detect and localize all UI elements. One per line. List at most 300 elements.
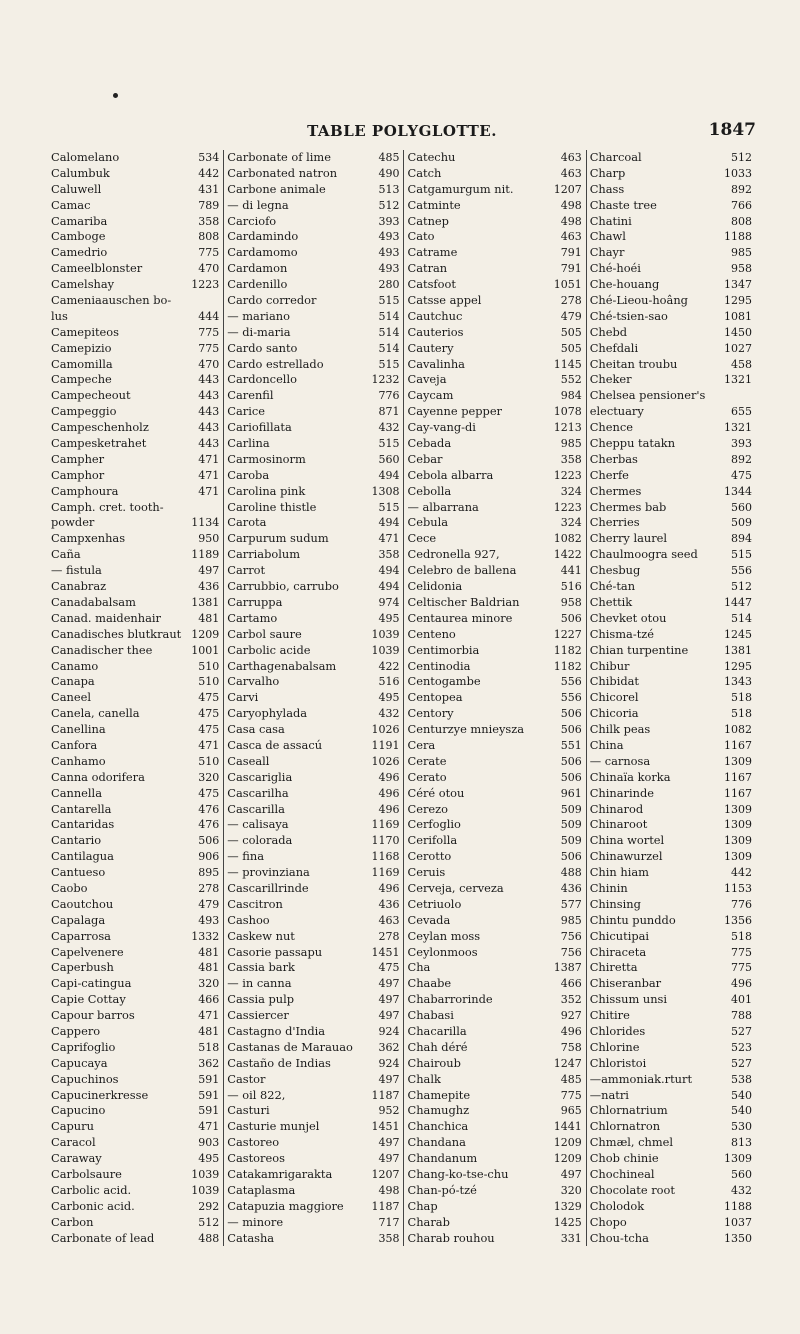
index-entry xyxy=(48,484,223,500)
entry-page: 1247 xyxy=(553,1056,582,1070)
entry-page: 475 xyxy=(731,468,752,482)
entry-term: Cheitan troubu xyxy=(589,356,678,371)
entry-page: 577 xyxy=(560,897,582,911)
index-entry xyxy=(404,786,585,802)
entry-page: 1309 xyxy=(724,818,752,832)
entry-term: Cascarilla xyxy=(227,801,285,816)
entry-term: Charab xyxy=(407,1214,450,1229)
entry-term: Cautery xyxy=(407,340,454,355)
entry-term: Capalaga xyxy=(51,912,106,927)
index-entry xyxy=(404,372,585,388)
index-entry xyxy=(404,690,585,706)
entry-page: 497 xyxy=(378,1072,400,1086)
entry-term: Celtischer Baldrian xyxy=(407,594,520,609)
entry-term: Cautchuc xyxy=(407,308,463,323)
index-entry xyxy=(404,468,585,484)
index-entry xyxy=(224,436,403,452)
index-entry xyxy=(224,817,403,833)
entry-page: 494 xyxy=(378,564,400,578)
entry-page: 479 xyxy=(198,897,220,911)
index-entry xyxy=(404,706,585,722)
index-entry xyxy=(587,929,756,945)
index-entry xyxy=(404,595,585,611)
entry-page: 591 xyxy=(198,1104,220,1118)
entry-page: 493 xyxy=(378,230,400,244)
entry-page: 1033 xyxy=(724,166,752,180)
index-entry xyxy=(587,770,756,786)
entry-term: Cardenillo xyxy=(227,277,288,292)
entry-term: Carpurum sudum xyxy=(227,531,329,546)
entry-term: Caracol xyxy=(51,1135,96,1150)
entry-page: 512 xyxy=(378,198,400,212)
index-entry xyxy=(587,579,756,595)
index-entry xyxy=(224,770,403,786)
index-entry xyxy=(587,372,756,388)
entry-term: Calomelano xyxy=(51,150,120,164)
entry-term: Centurzye mnieysza xyxy=(407,722,525,737)
entry-page: 1309 xyxy=(724,850,752,864)
entry-term: Cherfe xyxy=(589,467,629,482)
index-entry xyxy=(587,214,756,230)
index-entry xyxy=(404,1151,585,1167)
entry-term: Chibur xyxy=(589,658,630,673)
entry-term: Cato xyxy=(407,229,435,244)
index-entry xyxy=(48,706,223,722)
entry-page: 362 xyxy=(378,1040,400,1054)
entry-term: Cha xyxy=(407,960,431,975)
entry-term: Cassia bark xyxy=(227,960,295,975)
entry-page: 481 xyxy=(198,1024,220,1038)
index-entry xyxy=(587,341,756,357)
entry-page: 393 xyxy=(731,437,752,451)
entry-page: 278 xyxy=(378,929,400,943)
index-entry xyxy=(48,150,223,166)
index-column-2 xyxy=(224,150,404,1246)
index-entry xyxy=(48,833,223,849)
entry-page: 497 xyxy=(198,564,220,578)
index-entry xyxy=(224,1215,403,1231)
index-entry xyxy=(224,293,403,309)
entry-term: Canfora xyxy=(51,737,98,752)
entry-term: Cannella xyxy=(51,785,102,800)
index-entry xyxy=(224,452,403,468)
index-entry xyxy=(48,1167,223,1183)
index-entry xyxy=(48,563,223,579)
entry-page: 470 xyxy=(198,262,220,276)
index-entry xyxy=(587,674,756,690)
index-entry xyxy=(587,881,756,897)
index-entry xyxy=(48,1183,223,1199)
entry-term: Canadisches blutkraut xyxy=(51,626,182,641)
index-entry xyxy=(224,913,403,929)
index-entry xyxy=(404,754,585,770)
index-entry xyxy=(404,452,585,468)
entry-term: Carbolic acide xyxy=(227,642,311,657)
entry-page: 540 xyxy=(731,1104,752,1118)
index-entry xyxy=(404,738,585,754)
entry-term: Cashoo xyxy=(227,912,270,927)
entry-term: Chence xyxy=(589,420,633,435)
entry-term: Chabarrorinde xyxy=(407,992,493,1007)
entry-page: 485 xyxy=(378,151,400,164)
index-entry xyxy=(224,357,403,373)
index-entry xyxy=(587,547,756,563)
entry-page: 515 xyxy=(378,357,400,371)
index-entry xyxy=(224,1199,403,1215)
entry-term: Canadabalsam xyxy=(51,594,136,609)
entry-term: Chefdali xyxy=(589,340,639,355)
entry-page: 527 xyxy=(731,1056,752,1070)
entry-page: 892 xyxy=(731,452,752,466)
entry-term: Catran xyxy=(407,261,448,276)
entry-page: 556 xyxy=(560,675,582,689)
entry-term: Cevada xyxy=(407,912,451,927)
entry-page: 534 xyxy=(198,151,220,164)
entry-term: Charp xyxy=(589,165,626,180)
entry-page: 498 xyxy=(560,214,582,228)
entry-term: Chamughz xyxy=(407,1103,470,1118)
index-entry xyxy=(587,515,756,531)
entry-page: 463 xyxy=(560,151,582,164)
entry-term: — albarrana xyxy=(407,499,479,514)
entry-page: 481 xyxy=(198,611,220,625)
index-entry xyxy=(48,309,223,325)
entry-term: Cardamon xyxy=(227,261,288,276)
entry-term: Camphoura xyxy=(51,483,119,498)
index-entry xyxy=(224,500,403,516)
entry-page: 1167 xyxy=(724,786,752,800)
entry-term: Caroba xyxy=(227,467,270,482)
entry-page: 505 xyxy=(560,325,582,339)
index-entry xyxy=(404,1167,585,1183)
index-entry xyxy=(224,214,403,230)
entry-term: lus xyxy=(51,308,68,323)
index-entry xyxy=(587,913,756,929)
entry-page: 1309 xyxy=(724,754,752,768)
index-entry xyxy=(224,341,403,357)
entry-term: Campeche xyxy=(51,372,112,387)
entry-term: Castor xyxy=(227,1071,266,1086)
entry-page: 985 xyxy=(560,437,582,451)
index-entry xyxy=(48,897,223,913)
entry-term: Cantarella xyxy=(51,801,112,816)
entry-page: 1170 xyxy=(371,834,400,848)
index-entry xyxy=(48,452,223,468)
index-entry xyxy=(587,976,756,992)
entry-term: Cantueso xyxy=(51,865,106,880)
index-entry xyxy=(224,992,403,1008)
index-entry xyxy=(587,1167,756,1183)
entry-page: 540 xyxy=(731,1088,752,1102)
index-entry xyxy=(48,531,223,547)
index-entry xyxy=(48,372,223,388)
entry-term: Campesketrahet xyxy=(51,436,147,451)
index-entry xyxy=(224,245,403,261)
entry-term: Cardo santo xyxy=(227,340,298,355)
index-entry xyxy=(224,388,403,404)
entry-page: 1026 xyxy=(371,723,400,737)
index-entry xyxy=(587,1199,756,1215)
index-entry xyxy=(404,1040,585,1056)
entry-page: 496 xyxy=(378,881,400,895)
index-column-4 xyxy=(587,150,756,1246)
index-entry xyxy=(404,404,585,420)
index-entry xyxy=(404,913,585,929)
entry-page: 512 xyxy=(731,151,752,164)
entry-term: Cheker xyxy=(589,372,632,387)
index-entry xyxy=(404,341,585,357)
entry-page: 509 xyxy=(560,802,582,816)
entry-term: Chocolate root xyxy=(589,1182,675,1197)
entry-term: Carota xyxy=(227,515,267,530)
index-entry xyxy=(48,643,223,659)
index-entry xyxy=(404,182,585,198)
entry-term: Caparrosa xyxy=(51,928,111,943)
entry-page: 471 xyxy=(378,532,400,546)
index-entry xyxy=(587,754,756,770)
entry-term: Chinarinde xyxy=(589,785,654,800)
entry-term: Chesbug xyxy=(589,563,641,578)
entry-term: Cedronella 927, xyxy=(407,547,500,562)
entry-term: Chaste tree xyxy=(589,197,657,212)
entry-term: Chettik xyxy=(589,594,633,609)
index-entry xyxy=(404,325,585,341)
index-entry xyxy=(224,627,403,643)
entry-page: 1223 xyxy=(553,468,582,482)
index-entry xyxy=(48,404,223,420)
entry-page: 506 xyxy=(560,850,582,864)
entry-page: 497 xyxy=(378,1152,400,1166)
entry-term: Casca de assacú xyxy=(227,737,323,752)
entry-page: 775 xyxy=(198,341,220,355)
entry-page: 463 xyxy=(560,230,582,244)
entry-page: 1039 xyxy=(191,1183,220,1197)
entry-page: 1187 xyxy=(371,1199,400,1213)
entry-page: 278 xyxy=(198,881,220,895)
index-entry xyxy=(404,1119,585,1135)
entry-page: 436 xyxy=(198,580,220,594)
entry-page: 362 xyxy=(198,1056,220,1070)
entry-term: Canad. maidenhair xyxy=(51,610,161,625)
index-entry xyxy=(224,849,403,865)
entry-page: 924 xyxy=(378,1056,400,1070)
index-entry xyxy=(587,1040,756,1056)
entry-page: 1381 xyxy=(191,595,220,609)
index-entry xyxy=(224,166,403,182)
entry-term: Catrame xyxy=(407,245,458,260)
entry-page: 1039 xyxy=(371,643,400,657)
index-entry xyxy=(587,595,756,611)
entry-page: 1001 xyxy=(191,643,220,657)
index-entry xyxy=(587,420,756,436)
entry-term: Caluwell xyxy=(51,181,102,196)
entry-page: 444 xyxy=(198,309,220,323)
index-entry xyxy=(404,929,585,945)
entry-term: Chitire xyxy=(589,1008,630,1023)
entry-page: 1356 xyxy=(724,913,752,927)
entry-page: 1207 xyxy=(371,1168,400,1181)
entry-term: Ceylonmoos xyxy=(407,944,478,959)
entry-term: Cerveja, cerveza xyxy=(407,880,504,895)
index-entry xyxy=(587,468,756,484)
entry-page: 1189 xyxy=(191,548,220,562)
entry-page: 496 xyxy=(378,786,400,800)
index-entry xyxy=(587,198,756,214)
entry-term: Carlina xyxy=(227,436,270,451)
index-entry xyxy=(224,659,403,675)
index-entry xyxy=(224,325,403,341)
entry-page: 1167 xyxy=(724,738,752,752)
entry-page: 331 xyxy=(560,1231,582,1245)
index-entry xyxy=(404,881,585,897)
entry-page: 513 xyxy=(378,182,400,196)
entry-page: 320 xyxy=(198,770,220,784)
entry-term: Cataplasma xyxy=(227,1182,296,1197)
index-entry xyxy=(48,738,223,754)
entry-term: Cebada xyxy=(407,436,452,451)
entry-page: 278 xyxy=(560,294,582,308)
entry-page: 497 xyxy=(378,1009,400,1023)
entry-term: Chinin xyxy=(589,880,628,895)
index-entry xyxy=(48,325,223,341)
entry-page: 280 xyxy=(378,278,400,292)
entry-term: Cerate xyxy=(407,753,447,768)
entry-page: 791 xyxy=(560,246,582,260)
entry-term: Caseall xyxy=(227,753,270,768)
index-entry xyxy=(48,547,223,563)
index-entry xyxy=(48,229,223,245)
entry-term: Catakamrigarakta xyxy=(227,1167,333,1181)
index-entry xyxy=(48,913,223,929)
entry-page: 358 xyxy=(378,548,400,562)
entry-page: 789 xyxy=(198,198,220,212)
entry-term: Cavalinha xyxy=(407,356,465,371)
entry-page: 514 xyxy=(378,341,400,355)
entry-page: 514 xyxy=(378,309,400,323)
entry-term: Catasha xyxy=(227,1230,275,1245)
index-entry xyxy=(224,372,403,388)
entry-term: Cholodok xyxy=(589,1198,645,1213)
entry-term: Ché-tsien-sao xyxy=(589,308,668,323)
entry-term: Cerezo xyxy=(407,801,448,816)
index-entry xyxy=(587,293,756,309)
index-entry xyxy=(404,166,585,182)
entry-page: 1027 xyxy=(724,341,752,355)
entry-page: 515 xyxy=(731,548,752,562)
index-entry xyxy=(48,659,223,675)
entry-page: 924 xyxy=(378,1024,400,1038)
index-entry xyxy=(587,1103,756,1119)
entry-term: Cay-vang-di xyxy=(407,420,476,435)
entry-page: 871 xyxy=(378,405,400,419)
index-entry xyxy=(404,261,585,277)
index-entry xyxy=(404,484,585,500)
entry-term: China wortel xyxy=(589,833,665,848)
entry-page: 1039 xyxy=(371,627,400,641)
entry-page: 324 xyxy=(560,484,582,498)
entry-page: 471 xyxy=(198,484,220,498)
entry-term: Capie Cottay xyxy=(51,992,126,1007)
entry-term: Chaulmoogra seed xyxy=(589,547,698,562)
entry-term: Cardo estrellado xyxy=(227,356,324,371)
index-entry xyxy=(404,579,585,595)
entry-term: Chairoub xyxy=(407,1055,461,1070)
entry-page: 523 xyxy=(731,1040,752,1054)
entry-page: 443 xyxy=(198,389,220,403)
index-entry xyxy=(587,1119,756,1135)
index-entry xyxy=(224,1167,403,1183)
entry-term: Chicorel xyxy=(589,690,639,705)
entry-page: 1450 xyxy=(724,325,752,339)
entry-term: Chiraceta xyxy=(589,944,647,959)
entry-page: 471 xyxy=(198,738,220,752)
index-entry xyxy=(404,563,585,579)
entry-term: Caperbush xyxy=(51,960,114,975)
entry-page: 776 xyxy=(731,897,752,911)
index-entry xyxy=(224,468,403,484)
index-entry xyxy=(48,579,223,595)
entry-page: 393 xyxy=(378,214,400,228)
entry-page: 1037 xyxy=(724,1215,752,1229)
entry-page: 974 xyxy=(378,595,400,609)
index-entry xyxy=(404,547,585,563)
index-entry xyxy=(48,198,223,214)
entry-term: Catsse appel xyxy=(407,293,482,308)
index-entry xyxy=(224,945,403,961)
entry-term: Carbonate of lime xyxy=(227,150,331,164)
index-entry xyxy=(48,182,223,198)
index-entry xyxy=(587,897,756,913)
entry-page: 1309 xyxy=(724,834,752,848)
index-entry xyxy=(587,659,756,675)
entry-page: 497 xyxy=(560,1168,582,1181)
entry-term: Cantilagua xyxy=(51,849,114,864)
entry-page: 518 xyxy=(731,691,752,705)
entry-page: 1187 xyxy=(371,1088,400,1102)
index-entry xyxy=(587,802,756,818)
entry-term: Carruppa xyxy=(227,594,283,609)
entry-term: Chissum unsi xyxy=(589,992,668,1007)
index-entry xyxy=(404,150,585,166)
entry-term: Chanchica xyxy=(407,1119,469,1134)
entry-page: 506 xyxy=(560,707,582,721)
entry-page: 1078 xyxy=(553,405,582,419)
entry-page: 961 xyxy=(560,786,582,800)
entry-page: 775 xyxy=(198,246,220,260)
entry-page: 1308 xyxy=(371,484,400,498)
entry-term: Canela, canella xyxy=(51,706,140,721)
index-entry xyxy=(48,881,223,897)
entry-term: Cardamomo xyxy=(227,245,298,260)
entry-term: Catechu xyxy=(407,150,456,164)
entry-page: 512 xyxy=(198,1215,220,1229)
entry-term: Caobo xyxy=(51,880,88,895)
index-entry xyxy=(404,500,585,516)
entry-term: Cassia pulp xyxy=(227,992,295,1007)
entry-term: Cheppu tatakn xyxy=(589,436,676,451)
index-entry xyxy=(587,960,756,976)
index-entry xyxy=(48,214,223,230)
index-table xyxy=(48,150,756,1246)
entry-term: Camomilla xyxy=(51,356,113,371)
index-entry xyxy=(404,611,585,627)
index-entry xyxy=(48,722,223,738)
entry-page: 518 xyxy=(198,1040,220,1054)
entry-term: Chin hiam xyxy=(589,865,649,880)
entry-term: Capucinerkresse xyxy=(51,1087,149,1102)
index-entry xyxy=(48,786,223,802)
index-entry xyxy=(48,500,223,516)
